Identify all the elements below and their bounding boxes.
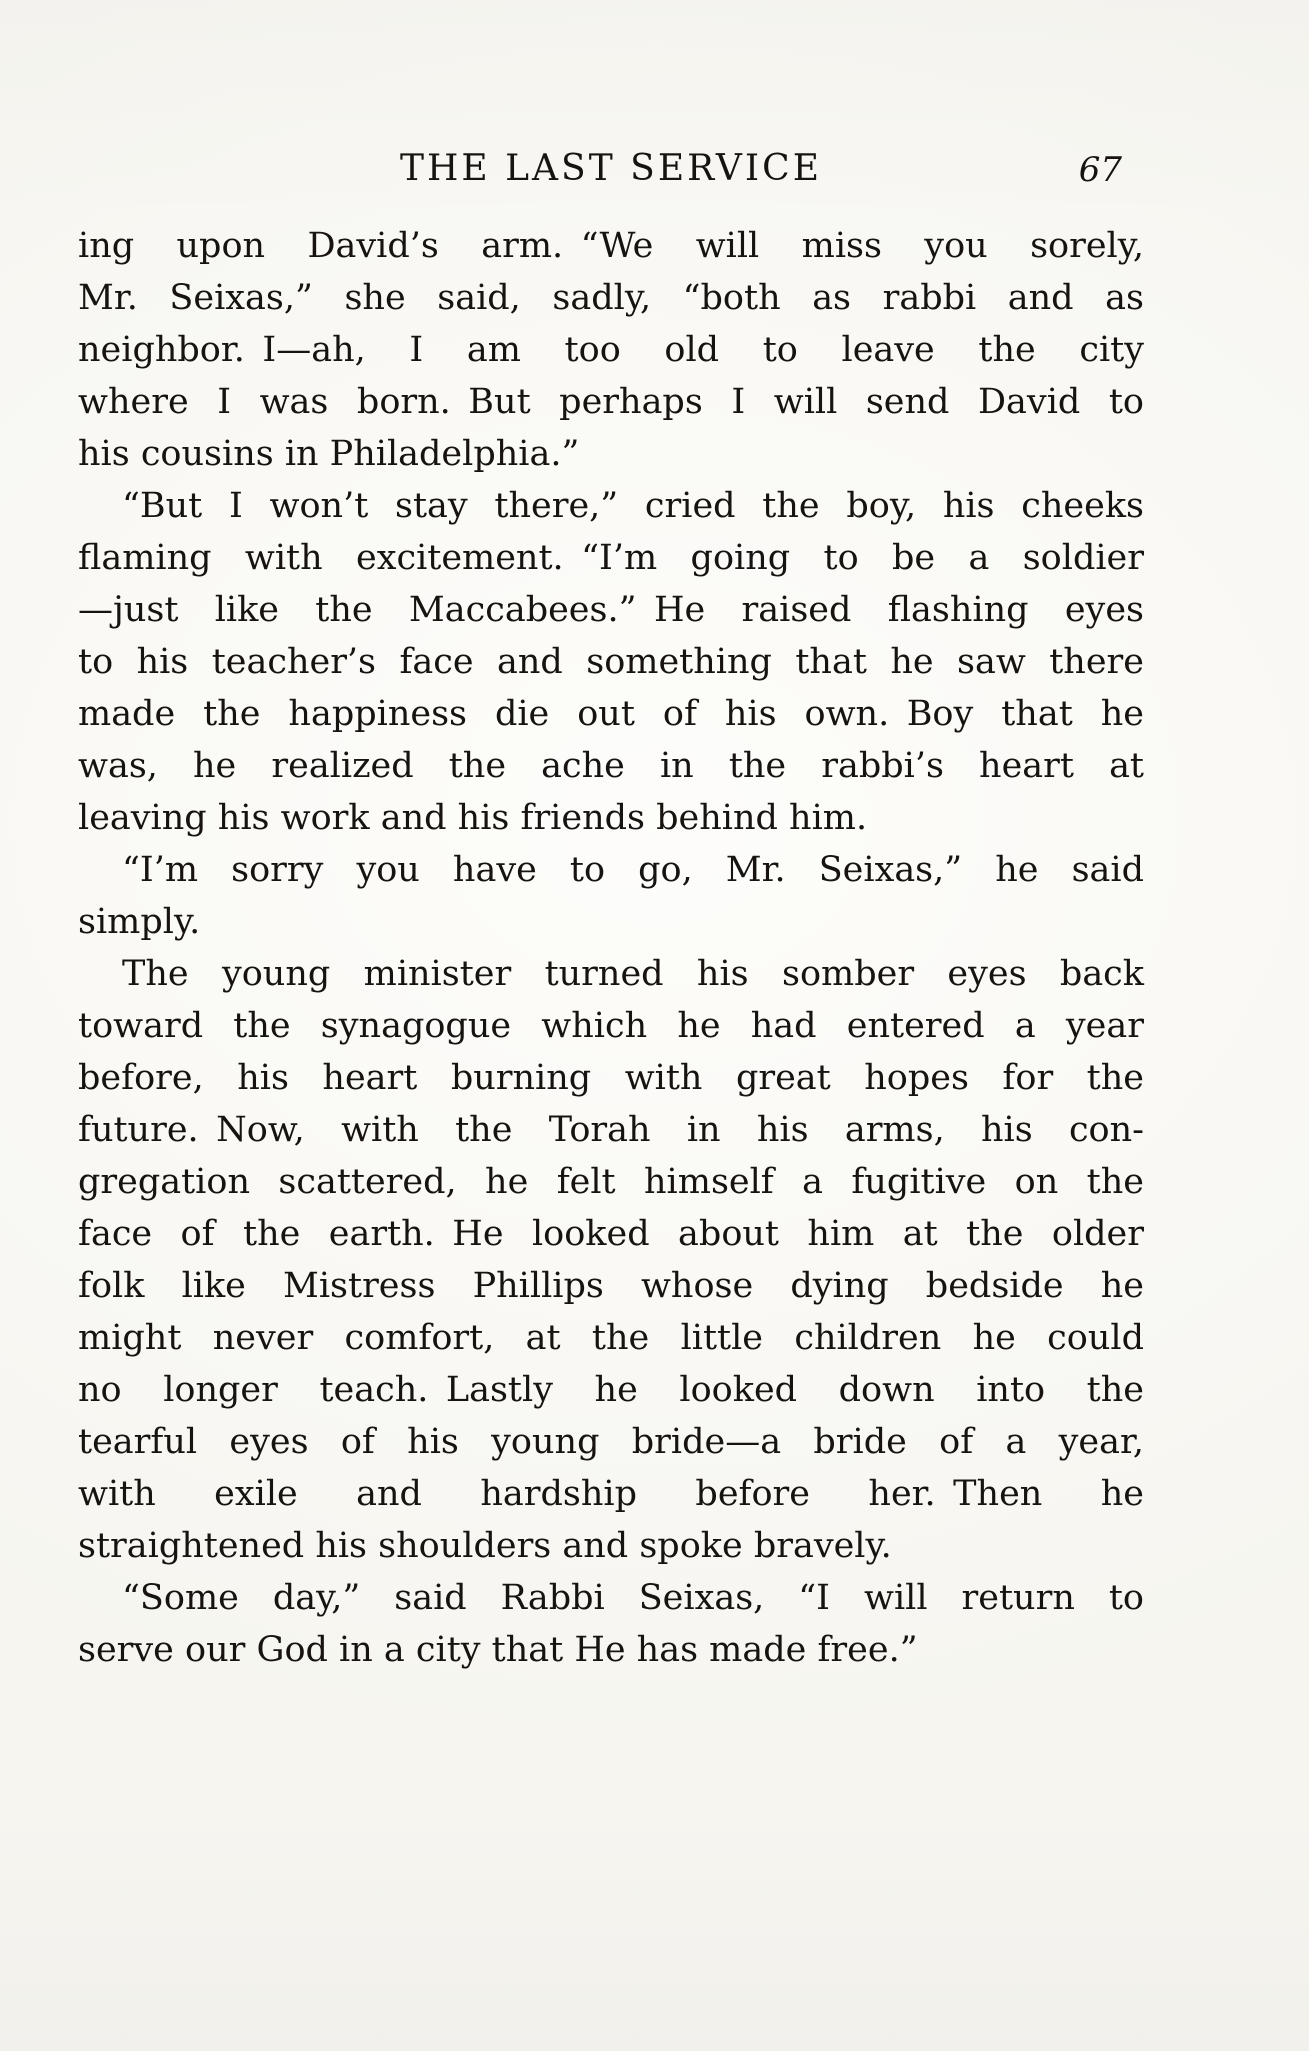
text-line: tearful eyes of his young bride—a bride of a year,: [78, 1422, 1144, 1462]
text-line: “I’m sorry you have to go, Mr. Seixas,” he said: [122, 850, 1144, 890]
text-line: simply.: [78, 902, 201, 942]
paragraph: [78, 948, 1144, 1572]
text-line: future. Now, with the Torah in his arms, his con-: [78, 1110, 1144, 1150]
text-line: serve our God in a city that He has made free.”: [78, 1630, 918, 1670]
running-head-title: THE LAST SERVICE: [400, 148, 822, 189]
text-line: face of the earth. He looked about him at the older: [78, 1214, 1144, 1254]
text-line: “Some day,” said Rabbi Seixas, “I will return to: [122, 1578, 1144, 1618]
text-line: Mr. Seixas,” she said, sadly, “both as rabbi and as: [78, 278, 1144, 318]
text-line: where I was born. But perhaps I will send David to: [78, 382, 1144, 422]
text-line: made the happiness die out of his own. Boy that he: [78, 694, 1144, 734]
text-line: straightened his shoulders and spoke bravely.: [78, 1526, 892, 1566]
page-number: 67: [1078, 150, 1122, 190]
text-line: —just like the Maccabees.” He raised flashing eyes: [78, 590, 1144, 630]
paragraph: [78, 220, 1144, 480]
text-line: folk like Mistress Phillips whose dying bedside he: [78, 1266, 1144, 1306]
page-content: [78, 146, 1144, 1676]
text-line: to his teacher’s face and something that he saw there: [78, 642, 1144, 682]
text-line: was, he realized the ache in the rabbi’s heart at: [78, 746, 1144, 786]
text-line: ing upon David’s arm. “We will miss you sorely,: [78, 226, 1144, 266]
text-line: gregation scattered, he felt himself a fugitive on the: [78, 1162, 1144, 1202]
text-line: with exile and hardship before her. Then he: [78, 1474, 1144, 1514]
text-line: neighbor. I—ah, I am too old to leave the city: [78, 330, 1144, 370]
paragraph: [78, 480, 1144, 844]
text-line: The young minister turned his somber eyes back: [122, 954, 1144, 994]
paragraph: [78, 844, 1144, 948]
text-line: his cousins in Philadelphia.”: [78, 434, 580, 474]
body-text: [78, 220, 1144, 1676]
page-header: [78, 146, 1144, 192]
text-line: flaming with excitement. “I’m going to be a soldier: [78, 538, 1144, 578]
text-line: might never comfort, at the little children he could: [78, 1318, 1144, 1358]
text-line: leaving his work and his friends behind him.: [78, 798, 868, 838]
text-line: before, his heart burning with great hopes for the: [78, 1058, 1144, 1098]
text-line: “But I won’t stay there,” cried the boy, his cheeks: [122, 486, 1144, 526]
paragraph: [78, 1572, 1144, 1676]
text-line: no longer teach. Lastly he looked down into the: [78, 1370, 1144, 1410]
text-line: toward the synagogue which he had entered a year: [78, 1006, 1144, 1046]
